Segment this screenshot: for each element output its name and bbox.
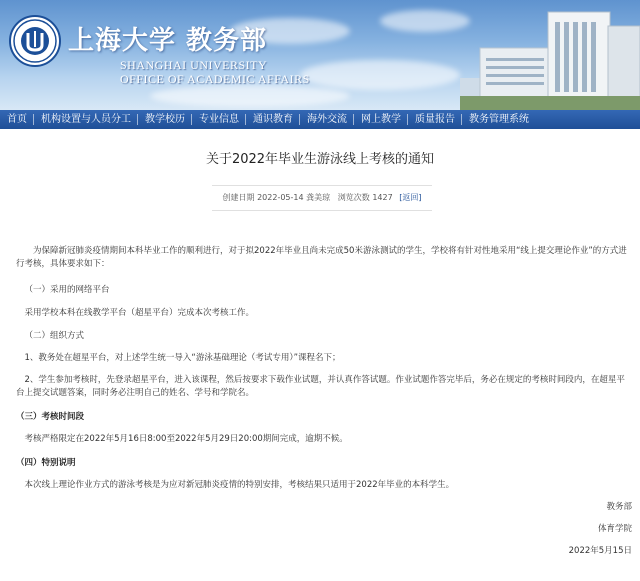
intro-paragraph: 为保障新冠肺炎疫情期间本科毕业工作的顺利进行，对于拟2022年毕业且尚未完成50米游泳测试的学生，学校将有针对性地采用“线上提交理论作业”的方式进行考核，具体要求如下： [16,246,627,269]
section-4-body: 本次线上理论作业方式的游泳考核是为应对新冠肺炎疫情的特别安排，考核结果只适用于2022年毕业的本科学生。 [24,480,455,490]
signature-academic-affairs: 教务部 [606,502,632,512]
article-meta [212,185,432,211]
section-2-body-2: 2、学生参加考核时，先登录超星平台，进入该课程，然后按要求下载作业试题，并认真作答试题。作业试题作答完毕后，务必在规定的考核时间段内，在超星平台上提交试题答案，同时务必注明自己的姓名、学号和学院名。 [16,375,625,398]
main-navigation [0,110,640,129]
author-name: 龚美琼 [306,193,331,202]
nav-item-academic-system[interactable]: 教务管理系统 [469,114,529,125]
section-4-title: （四）特别说明 [16,458,76,468]
nav-item-organization[interactable]: 机构设置与人员分工 [34,110,138,129]
nav-item-online-teaching[interactable]: 网上教学 [354,110,408,129]
section-2-body-1: 1、教务处在超星平台，对上述学生统一导入“游泳基础理论（考试专用）”课程名下； [24,353,341,363]
views-label: 浏览次数 [337,193,370,202]
section-2-title: （二）组织方式 [24,331,85,341]
section-3-body: 考核严格限定在2022年5月16日8:00至2022年5月29日20:00期间完成，逾期不候。 [24,434,348,444]
created-date: 2022-05-14 [257,193,304,202]
signature-pe-college: 体育学院 [597,524,632,534]
back-link[interactable]: [返回] [399,193,422,202]
notice-date: 2022年5月15日 [568,546,632,556]
nav-item-general-education[interactable]: 通识教育 [246,110,300,129]
section-3-title: （三）考核时间段 [16,412,85,422]
section-1-title: （一）采用的网络平台 [24,285,110,295]
cloud-decoration [380,10,470,32]
nav-item-major-info[interactable]: 专业信息 [192,110,246,129]
cloud-decoration [300,60,460,90]
article-title: 关于2022年毕业生游泳线上考核的通知 [205,152,435,167]
created-label: 创建日期 [222,193,255,202]
cloud-decoration [150,85,350,107]
nav-item-overseas-exchange[interactable]: 海外交流 [300,110,354,129]
site-title-english-line1: SHANGHAI UNIVERSITY [120,58,268,72]
site-title-chinese: 上海大学 教务部 [68,26,268,56]
section-1-body: 采用学校本科在线教学平台（超星平台）完成本次考核工作。 [24,308,255,318]
site-title-english-line2: OFFICE OF ACADEMIC AFFAIRS [120,72,310,86]
header-banner [0,0,640,110]
views-count: 1427 [372,193,393,202]
library-building-image [460,8,640,110]
shanghai-university-seal-icon [11,17,59,65]
nav-item-academic-calendar[interactable]: 教学校历 [138,110,192,129]
nav-item-quality-report[interactable]: 质量报告 [408,110,462,129]
nav-item-home[interactable]: 首页 [0,110,34,129]
university-logo[interactable] [9,15,61,67]
